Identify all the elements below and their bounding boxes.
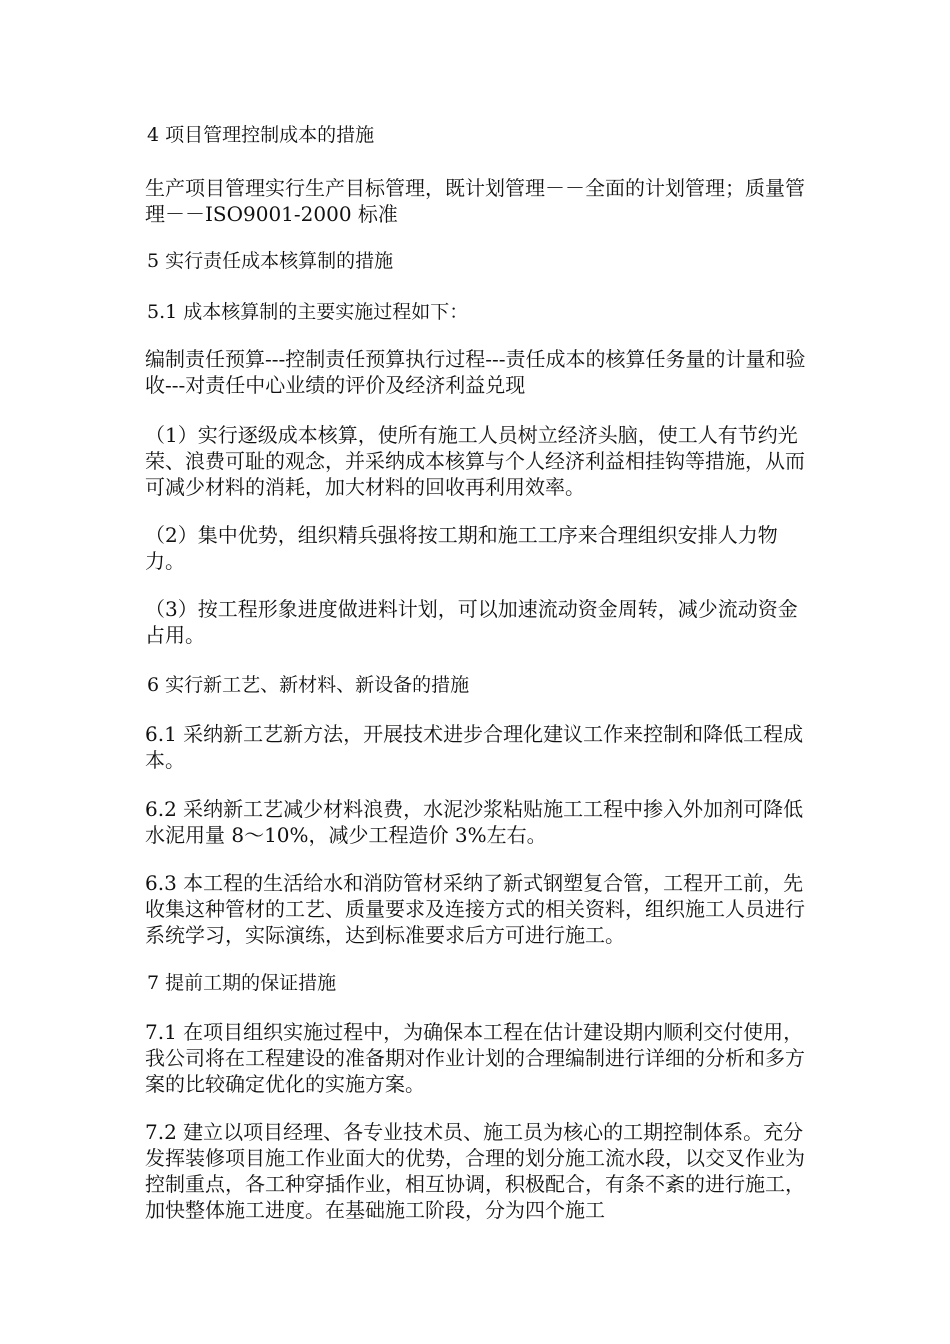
section-heading-7: 7 提前工期的保证措施 xyxy=(147,972,337,994)
paragraph-6-1: 6.1 采纳新工艺新方法，开展技术进步合理化建议工作来控制和降低工程成本。 xyxy=(145,722,804,772)
paragraph-item-1: （1）实行逐级成本核算，使所有施工人员树立经济头脑，使工人有节约光荣、浪费可耻的观念，并采纳成本核算与个人经济利益相挂钩等措施，从而可减少材料的消耗，加大材料的回收再利用效率。 xyxy=(145,423,805,499)
paragraph-responsibility-budget: 编制责任预算---控制责任预算执行过程---责任成本的核算任务量的计量和验收---对责任中心业绩的评价及经济利益兑现 xyxy=(145,347,806,397)
paragraph-project-management: 生产项目管理实行生产目标管理，既计划管理－－全面的计划管理；质量管理－－ISO9001-2000 标准 xyxy=(145,176,805,226)
paragraph-6-3: 6.3 本工程的生活给水和消防管材采纳了新式钢塑复合管，工程开工前，先收集这种管材的工艺、质量要求及连接方式的相关资料，组织施工人员进行系统学习，实际演练，达到标准要求后方可进行施工。 xyxy=(145,871,805,947)
paragraph-item-2: （2）集中优势，组织精兵强将按工期和施工工序来合理组织安排人力物力。 xyxy=(145,523,778,573)
section-heading-5-1: 5.1 成本核算制的主要实施过程如下： xyxy=(147,301,469,323)
section-heading-4: 4 项目管理控制成本的措施 xyxy=(147,124,375,146)
section-heading-6: 6 实行新工艺、新材料、新设备的措施 xyxy=(147,674,470,696)
paragraph-7-2: 7.2 建立以项目经理、各专业技术员、施工员为核心的工期控制体系。充分发挥装修项目施工作业面大的优势，合理的划分施工流水段，以交叉作业为控制重点，各工种穿插作业，相互协调，积极配合，有条不紊的进行施工，加快整体施工进度。在基础施工阶段，分为四个施工 xyxy=(145,1120,805,1222)
paragraph-item-3: （3）按工程形象进度做进料计划，可以加速流动资金周转，减少流动资金占用。 xyxy=(145,597,798,647)
paragraph-6-2: 6.2 采纳新工艺减少材料浪费，水泥沙浆粘贴施工工程中掺入外加剂可降低水泥用量 8～10%，减少工程造价 3%左右。 xyxy=(145,797,804,847)
section-heading-5: 5 实行责任成本核算制的措施 xyxy=(147,250,394,272)
paragraph-7-1: 7.1 在项目组织实施过程中，为确保本工程在估计建设期内顺利交付使用，我公司将在工程建设的准备期对作业计划的合理编制进行详细的分析和多方案的比较确定优化的实施方案。 xyxy=(145,1020,805,1096)
